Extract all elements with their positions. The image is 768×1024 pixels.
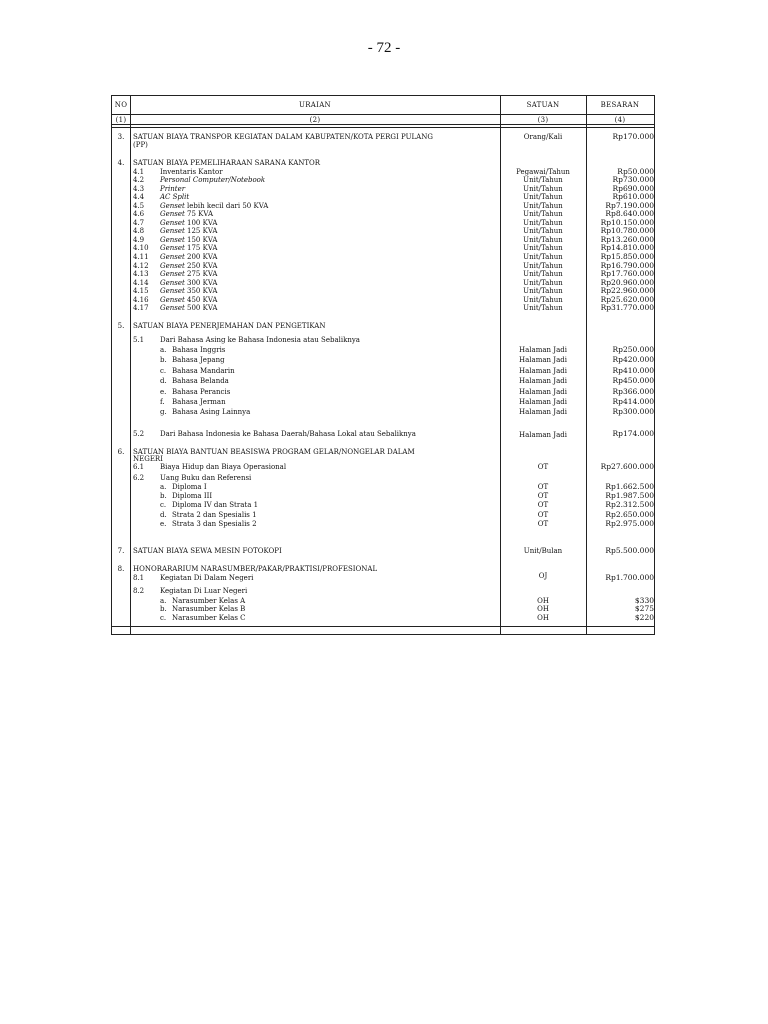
item-number: 4.9	[133, 235, 145, 244]
item-label: Genset 150 KVA	[160, 235, 218, 244]
item-label: Genset 100 KVA	[160, 218, 218, 227]
section-number: 4.	[117, 159, 125, 167]
besaran-value: Rp2.975.000	[605, 518, 654, 528]
satuan-value: Unit/Tahun	[523, 295, 563, 304]
item-letter: a.	[160, 346, 167, 354]
item-letter: c.	[160, 366, 167, 375]
item-letter: b.	[160, 605, 167, 614]
satuan-value: Halaman Jadi	[519, 398, 567, 406]
besaran-value: Rp174.000	[612, 429, 654, 438]
item-letter: c.	[160, 613, 167, 622]
item-number: 4.12	[133, 261, 149, 270]
item-label: Personal Computer/Notebook	[160, 176, 266, 185]
subsection-label: Dari Bahasa Indonesia ke Bahasa Daerah/Bahasa Lokal atau Sebaliknya	[160, 430, 416, 438]
header-no: NO	[114, 101, 128, 109]
besaran-value: Rp17.760.000	[600, 269, 654, 279]
item-label: Strata 2 dan Spesialis 1	[172, 510, 257, 519]
subsection-number: 8.1	[133, 574, 145, 582]
item-label: Inventaris Kantor	[160, 167, 223, 176]
item-number: 4.17	[133, 304, 149, 313]
subsection-number: 6.1	[133, 463, 145, 471]
subsection-label: Biaya Hidup dan Biaya Operasional	[160, 463, 287, 471]
besaran-value: Rp1.662.500	[605, 482, 654, 491]
satuan-value: Halaman Jadi	[519, 387, 567, 396]
besaran-value: $330	[634, 596, 654, 605]
besaran-value: $220	[634, 612, 654, 622]
besaran-value: Rp13.260.000	[600, 234, 654, 244]
besaran-value: Rp8.640.000	[605, 209, 654, 219]
subsection-label: Uang Buku dan Referensi	[160, 474, 252, 482]
item-label: Genset lebih kecil dari 50 KVA	[160, 201, 269, 210]
besaran-value: Rp366.000	[612, 386, 654, 396]
item-label: Narasumber Kelas A	[172, 597, 246, 605]
satuan-value: Unit/Tahun	[523, 304, 563, 313]
satuan-value: Halaman Jadi	[519, 356, 567, 365]
header-uraian: URAIAN	[299, 101, 331, 109]
item-label: Genset 200 KVA	[160, 253, 218, 261]
item-letter: d.	[160, 510, 167, 519]
satuan-value: Unit/Tahun	[523, 235, 563, 244]
header-number-4: (4)	[614, 116, 626, 124]
besaran-value: Rp16.790.000	[600, 260, 654, 270]
besaran-value: Rp10.780.000	[600, 226, 654, 236]
row-divider	[112, 127, 654, 128]
satuan-value: Orang/Kali	[523, 133, 563, 141]
besaran-value: Rp420.000	[612, 355, 654, 365]
item-label: Genset 125 KVA	[160, 227, 218, 236]
item-letter: c.	[160, 501, 167, 510]
item-letter: b.	[160, 492, 167, 501]
section-number: 8.	[117, 565, 125, 573]
item-number: 4.11	[133, 253, 149, 261]
item-label: Bahasa Inggris	[172, 346, 226, 354]
satuan-value: Unit/Tahun	[523, 244, 563, 253]
subsection-label: Kegiatan Di Dalam Negeri	[160, 574, 254, 582]
tariff-table	[111, 95, 655, 635]
item-label: Genset 300 KVA	[160, 278, 218, 287]
item-label: Bahasa Perancis	[172, 387, 231, 396]
item-label: Printer	[160, 184, 186, 193]
item-number: 4.15	[133, 287, 149, 296]
satuan-value: Halaman Jadi	[519, 346, 567, 354]
section-title: HONORARARIUM NARASUMBER/PAKAR/PRAKTISI/PROFESIONAL	[133, 565, 378, 573]
item-letter: e.	[160, 519, 167, 528]
satuan-value: Unit/Tahun	[523, 287, 563, 296]
besaran-value: Rp22.960.000	[600, 286, 654, 296]
item-label: Genset 275 KVA	[160, 270, 218, 279]
subsection-number: 8.2	[133, 587, 145, 595]
subsection-label: Kegiatan Di Luar Negeri	[160, 587, 248, 595]
besaran-value: Rp250.000	[612, 345, 654, 354]
item-number: 4.7	[133, 218, 145, 227]
satuan-value: Unit/Tahun	[523, 270, 563, 279]
satuan-value: Halaman Jadi	[519, 377, 567, 386]
item-label: Bahasa Jerman	[172, 398, 226, 406]
item-letter: f.	[160, 398, 165, 406]
satuan-value: Unit/Tahun	[523, 210, 563, 219]
besaran-value: Rp730.000	[612, 175, 654, 185]
item-number: 4.3	[133, 184, 145, 193]
item-number: 4.5	[133, 201, 145, 210]
header-number-1: (1)	[115, 116, 127, 124]
item-label: Genset 500 KVA	[160, 304, 218, 313]
besaran-value: Rp450.000	[612, 376, 654, 386]
satuan-value: Unit/Tahun	[523, 184, 563, 193]
besaran-value: Rp300.000	[612, 407, 654, 417]
besaran-value: Rp410.000	[612, 365, 654, 375]
item-number: 4.13	[133, 270, 149, 279]
besaran-value: Rp1.987.500	[605, 491, 654, 501]
item-letter: a.	[160, 597, 167, 605]
item-label: Genset 450 KVA	[160, 295, 218, 304]
item-label: Genset 250 KVA	[160, 261, 218, 270]
item-number: 4.16	[133, 295, 149, 304]
item-number: 4.6	[133, 210, 145, 219]
item-letter: b.	[160, 356, 167, 365]
item-number: 4.4	[133, 193, 145, 202]
satuan-value: Unit/Tahun	[523, 278, 563, 287]
item-label: Genset 175 KVA	[160, 244, 218, 253]
satuan-value: Unit/Bulan	[523, 547, 563, 555]
section-title: SATUAN BIAYA PENERJEMAHAN DAN PENGETIKAN	[133, 322, 326, 330]
item-number: 4.14	[133, 278, 149, 287]
item-label: Narasumber Kelas C	[172, 613, 246, 622]
header-number-2: (2)	[309, 116, 321, 124]
item-number: 4.1	[133, 167, 145, 176]
item-label: Bahasa Belanda	[172, 377, 229, 386]
row-divider	[112, 114, 654, 115]
besaran-value: Rp5.500.000	[605, 546, 654, 555]
satuan-value: OT	[537, 501, 549, 510]
besaran-value: Rp20.960.000	[600, 277, 654, 287]
satuan-value: Unit/Tahun	[523, 227, 563, 236]
besaran-value: Rp31.770.000	[600, 303, 654, 313]
item-label: Narasumber Kelas B	[172, 605, 246, 614]
item-number: 4.10	[133, 244, 149, 253]
row-divider	[112, 124, 654, 125]
satuan-value: Unit/Tahun	[523, 193, 563, 202]
besaran-value: Rp690.000	[612, 183, 654, 193]
item-letter: e.	[160, 387, 167, 396]
satuan-value: Unit/Tahun	[523, 253, 563, 261]
section-title: SATUAN BIAYA SEWA MESIN FOTOKOPI	[133, 547, 282, 555]
besaran-value: Rp2.650.000	[605, 509, 654, 519]
besaran-value: Rp25.620.000	[600, 294, 654, 304]
besaran-value: Rp50.000	[617, 166, 654, 176]
besaran-value: Rp15.850.000	[600, 252, 654, 261]
section-title-continued: NEGERI	[133, 455, 163, 463]
satuan-value: OJ	[538, 572, 548, 580]
besaran-value: Rp2.312.500	[605, 500, 654, 510]
item-label: AC Split	[160, 193, 190, 202]
item-label: Bahasa Asing Lainnya	[172, 408, 251, 417]
satuan-value: OH	[537, 613, 549, 622]
satuan-value: OT	[537, 463, 549, 471]
subsection-number: 5.1	[133, 336, 145, 344]
besaran-value: $275	[634, 604, 654, 614]
item-label: Genset 350 KVA	[160, 287, 218, 296]
item-letter: g.	[160, 408, 167, 417]
item-letter: d.	[160, 377, 167, 386]
section-number: 7.	[117, 547, 125, 555]
section-title: SATUAN BIAYA TRANSPOR KEGIATAN DALAM KABUPATEN/KOTA PERGI PULANG	[133, 133, 433, 141]
item-letter: a.	[160, 483, 167, 491]
satuan-value: OT	[537, 492, 549, 501]
item-label: Genset 75 KVA	[160, 210, 214, 219]
satuan-value: OT	[537, 510, 549, 519]
satuan-value: Halaman Jadi	[519, 431, 567, 439]
subsection-number: 5.2	[133, 430, 145, 438]
besaran-value: Rp7.190.000	[605, 200, 654, 210]
item-label: Diploma III	[172, 492, 213, 501]
satuan-value: Unit/Tahun	[523, 218, 563, 227]
header-besaran: BESARAN	[600, 101, 640, 109]
item-number: 4.2	[133, 176, 145, 185]
satuan-value: OH	[537, 597, 549, 605]
satuan-value: Halaman Jadi	[519, 408, 567, 417]
item-label: Diploma I	[172, 483, 207, 491]
besaran-value: Rp10.150.000	[600, 217, 654, 227]
section-number: 3.	[117, 133, 125, 141]
section-number: 6.	[117, 448, 125, 456]
satuan-value: Unit/Tahun	[523, 261, 563, 270]
satuan-value: Unit/Tahun	[523, 176, 563, 185]
item-label: Strata 3 dan Spesialis 2	[172, 519, 257, 528]
besaran-value: Rp1.700.000	[605, 573, 654, 582]
section-title: SATUAN BIAYA PEMELIHARAAN SARANA KANTOR	[133, 159, 321, 167]
row-divider	[112, 626, 654, 627]
section-title-continued: (PP)	[133, 141, 148, 149]
subsection-label: Dari Bahasa Asing ke Bahasa Indonesia atau Sebaliknya	[160, 336, 360, 344]
satuan-value: Unit/Tahun	[523, 201, 563, 210]
column-divider	[130, 96, 131, 634]
satuan-value: OT	[537, 519, 549, 528]
satuan-value: OT	[537, 483, 549, 491]
satuan-value: Halaman Jadi	[519, 366, 567, 375]
besaran-value: Rp170.000	[612, 132, 654, 141]
item-number: 4.8	[133, 227, 145, 236]
besaran-value: Rp414.000	[612, 397, 654, 406]
section-number: 5.	[117, 322, 125, 330]
header-number-3: (3)	[537, 116, 549, 124]
besaran-value: Rp27.600.000	[600, 462, 654, 471]
besaran-value: Rp14.810.000	[600, 243, 654, 253]
page-number: - 72 -	[367, 40, 401, 56]
header-satuan: SATUAN	[526, 101, 560, 109]
satuan-value: Pegawai/Tahun	[516, 167, 570, 176]
item-label: Diploma IV dan Strata 1	[172, 501, 259, 510]
section-title: SATUAN BIAYA BANTUAN BEASISWA PROGRAM GELAR/NONGELAR DALAM	[133, 448, 415, 456]
subsection-number: 6.2	[133, 474, 145, 482]
item-label: Bahasa Mandarin	[172, 366, 235, 375]
satuan-value: OH	[537, 605, 549, 614]
besaran-value: Rp610.000	[612, 192, 654, 202]
item-label: Bahasa Jepang	[172, 356, 225, 365]
